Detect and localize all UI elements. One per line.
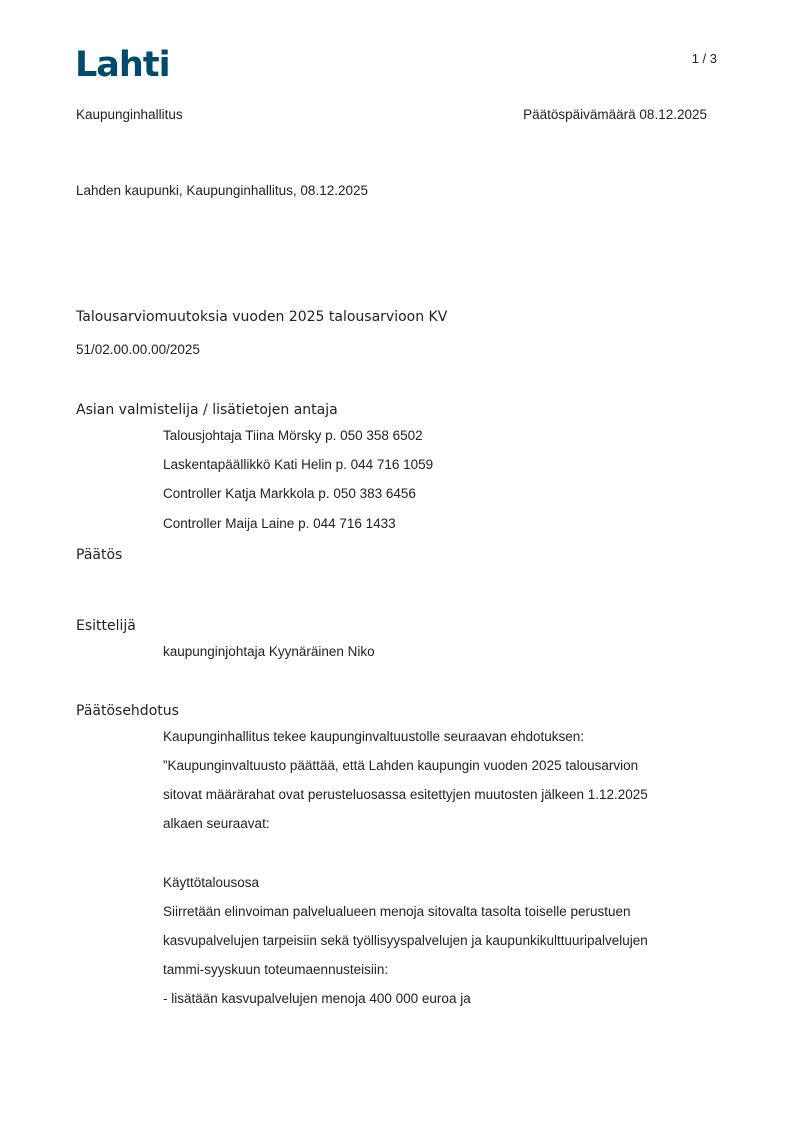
- lahti-logo: Lahti: [75, 45, 170, 85]
- preparer-item: Talousjohtaja Tiina Mörsky p. 050 358 6502: [163, 428, 423, 443]
- presenter-heading: Esittelijä: [76, 618, 136, 634]
- proposal-line: Kaupunginhallitus tekee kaupunginvaltuustolle seuraavan ehdotuksen:: [163, 729, 585, 744]
- meeting-line: Lahden kaupunki, Kaupunginhallitus, 08.12.2025: [76, 183, 368, 198]
- document-title: Talousarviomuutoksia vuoden 2025 talousarvioon KV: [76, 309, 448, 325]
- proposal-line: sitovat määrärahat ovat perusteluosassa esitettyjen muutosten jälkeen 1.12.2025: [163, 787, 648, 802]
- record-id: 51/02.00.00.00/2025: [76, 342, 200, 357]
- preparer-item: Controller Katja Markkola p. 050 383 6456: [163, 486, 416, 501]
- proposal-line: ”Kaupunginvaltuusto päättää, että Lahden kaupungin vuoden 2025 talousarvion: [163, 758, 639, 773]
- preparers-heading: Asian valmistelija / lisätietojen antaja: [76, 402, 338, 418]
- proposal-subline: kasvupalvelujen tarpeisiin sekä työllisyyspalvelujen ja kaupunkikulttuuripalvelujen: [163, 933, 648, 948]
- proposal-subline: tammi-syyskuun toteumaennusteisiin:: [163, 962, 389, 977]
- decision-date: Päätöspäivämäärä 08.12.2025: [523, 107, 707, 122]
- decision-heading: Päätös: [76, 547, 123, 563]
- proposal-subline: Siirretään elinvoiman palvelualueen menoja sitovalta tasolta toiselle perustuen: [163, 904, 631, 919]
- proposal-line: alkaen seuraavat:: [163, 816, 270, 831]
- preparer-item: Controller Maija Laine p. 044 716 1433: [163, 516, 396, 531]
- preparer-item: Laskentapäällikkö Kati Helin p. 044 716 1059: [163, 457, 434, 472]
- proposal-subline: - lisätään kasvupalvelujen menoja 400 000 euroa ja: [163, 991, 471, 1006]
- operating-budget-subheading: Käyttötalousosa: [163, 875, 260, 890]
- proposal-heading: Päätösehdotus: [76, 703, 179, 719]
- page-number: 1 / 3: [691, 51, 717, 66]
- organ-name: Kaupunginhallitus: [76, 107, 183, 122]
- presenter-name: kaupunginjohtaja Kyynäräinen Niko: [163, 644, 375, 659]
